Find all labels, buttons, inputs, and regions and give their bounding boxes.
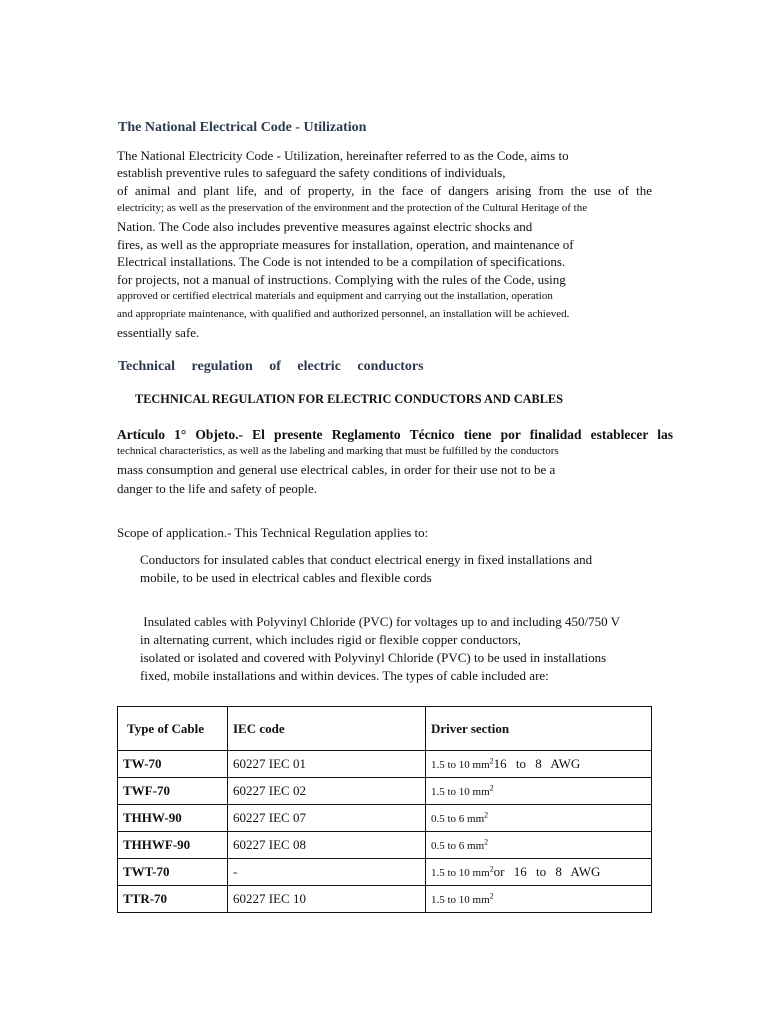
section-value: 1.5 to 10 mm — [431, 894, 490, 906]
cell-type: TWT-70 — [118, 859, 228, 886]
cell-iec: 60227 IEC 10 — [228, 886, 426, 913]
cell-section — [426, 778, 652, 805]
table-row — [118, 778, 652, 805]
paragraph-line: establish preventive rules to safeguard the safety conditions of individuals, — [117, 165, 506, 180]
paragraph-line: Electrical installations. The Code is not intended to be a compilation of specifications. — [117, 254, 566, 269]
table-header-row — [118, 707, 652, 751]
section-value: 0.5 to 6 mm — [431, 813, 485, 825]
cell-iec: 60227 IEC 02 — [228, 778, 426, 805]
cell-iec: - — [228, 859, 426, 886]
cell-iec: 60227 IEC 08 — [228, 832, 426, 859]
paragraph-line: of animal and plant life, and of property, in the face of dangers arising from the use of the — [117, 183, 652, 198]
cell-type: TTR-70 — [118, 886, 228, 913]
header-iec-code: IEC code — [228, 707, 426, 751]
table-row — [118, 832, 652, 859]
section-title-nec: The National Electrical Code - Utilization — [118, 120, 367, 135]
paragraph-line: technical characteristics, as well as the labeling and marking that must be fulfilled by the conductors — [117, 445, 559, 457]
table-row — [118, 859, 652, 886]
cell-type: TWF-70 — [118, 778, 228, 805]
cell-section — [426, 751, 652, 778]
table-row — [118, 805, 652, 832]
superscript: 2 — [489, 783, 494, 793]
cable-types-table — [117, 706, 652, 913]
superscript: 2 — [484, 810, 489, 820]
paragraph-line: mass consumption and general use electrical cables, in order for their use not to be a — [117, 462, 556, 477]
cell-section — [426, 832, 652, 859]
article-line: Artículo 1° Objeto.- El presente Reglamento Técnico tiene por finalidad establecer las — [117, 427, 673, 442]
paragraph-line: essentially safe. — [117, 325, 200, 340]
superscript: 2 — [489, 891, 494, 901]
paragraph-line: Nation. The Code also includes preventive measures against electric shocks and — [117, 219, 533, 234]
scope-item-1-line: Conductors for insulated cables that conduct electrical energy in fixed installations and — [140, 552, 593, 567]
superscript: 2 — [484, 837, 489, 847]
paragraph-line: for projects, not a manual of instructions. Complying with the rules of the Code, using — [117, 272, 566, 287]
paragraph-line: danger to the life and safety of people. — [117, 481, 317, 496]
cell-type: THHWF-90 — [118, 832, 228, 859]
scope-item-2-line: Insulated cables with Polyvinyl Chloride (PVC) for voltages up to and including 450/750 V — [140, 614, 620, 629]
section-subtitle: TECHNICAL REGULATION FOR ELECTRIC CONDUCTORS AND CABLES — [135, 392, 563, 406]
cell-iec: 60227 IEC 01 — [228, 751, 426, 778]
cell-type: THHW-90 — [118, 805, 228, 832]
section-extra: 16 to 8 AWG — [493, 756, 581, 771]
header-driver-section: Driver section — [426, 707, 652, 751]
table-row — [118, 886, 652, 913]
scope-item-2-line: fixed, mobile installations and within devices. The types of cable included are: — [140, 668, 549, 683]
section-title-technical-regulation: Technical regulation of electric conductors — [118, 359, 424, 374]
cell-iec: 60227 IEC 07 — [228, 805, 426, 832]
paragraph-line: approved or certified electrical materials and equipment and carrying out the installation, operation — [117, 290, 553, 302]
superscript: 2 — [489, 864, 494, 874]
section-value: 1.5 to 10 mm — [431, 786, 490, 798]
section-value: 1.5 to 10 mm — [431, 759, 490, 771]
section-value: 0.5 to 6 mm — [431, 840, 485, 852]
table-row — [118, 751, 652, 778]
section-value: 1.5 to 10 mm — [431, 867, 490, 879]
paragraph-line: and appropriate maintenance, with qualified and authorized personnel, an installation will be achieved. — [117, 308, 570, 320]
superscript: 2 — [489, 756, 494, 766]
paragraph-line: The National Electricity Code - Utilization, hereinafter referred to as the Code, aims to — [117, 148, 569, 163]
scope-line: Scope of application.- This Technical Regulation applies to: — [117, 525, 429, 540]
cell-type: TW-70 — [118, 751, 228, 778]
scope-item-1-line: mobile, to be used in electrical cables and flexible cords — [140, 570, 432, 585]
cell-section — [426, 886, 652, 913]
paragraph-line: electricity; as well as the preservation of the environment and the protection of the Cultural Heritage of the — [117, 202, 588, 214]
cell-section — [426, 805, 652, 832]
header-type-of-cable: Type of Cable — [118, 707, 228, 751]
section-extra: or 16 to 8 AWG — [493, 864, 601, 879]
scope-item-2-line: isolated or isolated and covered with Polyvinyl Chloride (PVC) to be used in installations — [140, 650, 607, 665]
scope-item-2-line: in alternating current, which includes rigid or flexible copper conductors, — [140, 632, 521, 647]
cell-section — [426, 859, 652, 886]
paragraph-line: fires, as well as the appropriate measures for installation, operation, and maintenance of — [117, 237, 574, 252]
